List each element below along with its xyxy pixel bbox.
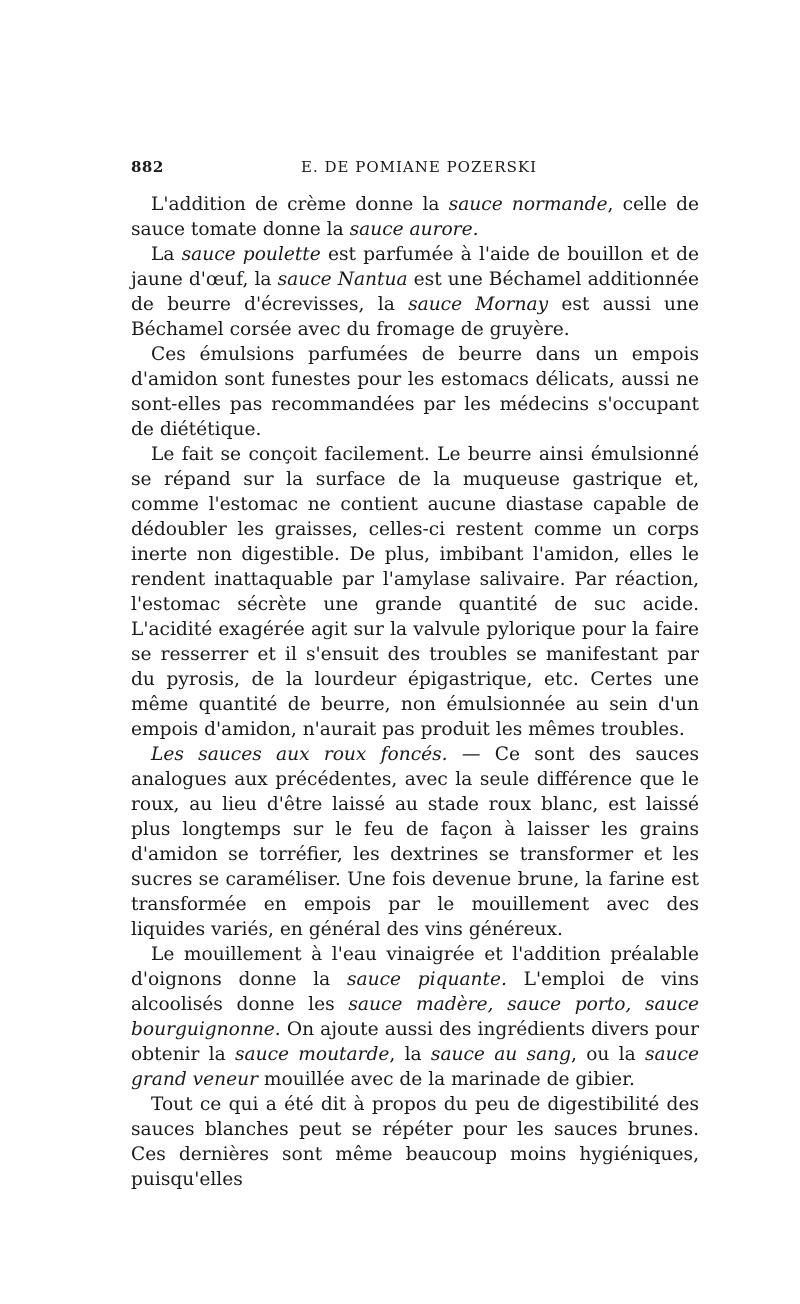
paragraph-5 <box>131 742 699 942</box>
italic-run: sauce aurore. <box>349 219 479 240</box>
italic-run: sauce piquante. <box>346 969 507 990</box>
text-run: mouillée avec de la marinade de gibier. <box>258 1069 635 1090</box>
running-head: E. DE POMIANE POZERSKI <box>301 158 538 176</box>
italic-run: sauce poulette <box>181 244 321 265</box>
text-run: , celle de sauce tomate donne la <box>131 194 700 240</box>
paragraph-2 <box>131 242 699 342</box>
page-header <box>131 152 699 182</box>
italic-run: Les sauces aux roux foncés. <box>151 744 448 765</box>
text-run: est parfumée à l'aide de bouillon et de jaune d'œuf, la <box>131 244 699 290</box>
italic-run: sauce Mornay <box>408 294 549 315</box>
book-page <box>131 152 699 1192</box>
text-run: Ces émulsions parfumées de beurre dans un empois d'amidon sont funestes pour les estomacs délicats, aussi ne sont-elles pas recommandées par les médecins s'occupant de diététique. <box>131 344 699 440</box>
text-run: est une Béchamel additionnée de beurre d'écrevisses, la <box>131 269 699 315</box>
text-run: On ajoute aussi des ingrédients divers pour obtenir la <box>131 1019 699 1065</box>
paragraph-6 <box>131 942 699 1092</box>
text-run: est aussi une Béchamel corsée avec du fromage de gruyère. <box>131 294 700 340</box>
paragraph-1 <box>131 192 699 242</box>
text-run: L'emploi de vins alcoolisés donne les <box>131 969 700 1015</box>
text-run: , ou la <box>571 1044 645 1065</box>
text-run: La <box>151 244 182 265</box>
italic-run: sauce normande <box>448 194 608 215</box>
text-run: , la <box>389 1044 431 1065</box>
italic-run: sauce moutarde <box>234 1044 390 1065</box>
italic-run: sauce au sang <box>430 1044 572 1065</box>
text-run: Le mouillement à l'eau vinaigrée et l'addition préalable d'oignons donne la <box>131 944 699 990</box>
page-number: 882 <box>131 158 164 176</box>
text-run: L'addition de crème donne la <box>151 194 449 215</box>
italic-run: sauce Nantua <box>277 269 408 290</box>
italic-run: sauce madère, sauce porto, sauce bourguignonne. <box>131 994 699 1040</box>
italic-run: sauce grand veneur <box>131 1044 699 1090</box>
paragraph-4 <box>131 442 699 742</box>
text-run: — Ce sont des sauces analogues aux précédentes, avec la seule différence que le roux, au lieu d'être laissé au stade roux blanc, est laissé plus longtemps sur le feu de façon à laisser les grains d'amidon se torréfier, les dextrines se transformer et les sucres se caraméliser. Une fois devenue brune, la farine est transformée en empois par le mouillement avec des liquides variés, en général des vins généreux. <box>131 744 700 940</box>
text-run: Tout ce qui a été dit à propos du peu de digestibilité des sauces blanches peut se répéter pour les sauces brunes. Ces dernières sont même beaucoup moins hygiéniques, puisqu'elles <box>131 1094 699 1190</box>
text-run: Le fait se conçoit facilement. Le beurre ainsi émulsionné se répand sur la surface de la muqueuse gastrique et, comme l'estomac ne contient aucune diastase capable de dédoubler les graisses, celles-ci restent comme un corps inerte non digestible. De plus, imbibant l'amidon, elles le rendent inattaquable par l'amylase salivaire. Par réaction, l'estomac sécrète une grande quantité de suc acide. L'acidité exagérée agit sur la valvule pylorique pour la faire se resserrer et il s'ensuit des troubles se manifestant par du pyrosis, de la lourdeur épigastrique, etc. Certes une même quantité de beurre, non émulsionnée au sein d'un empois d'amidon, n'aurait pas produit les mêmes troubles. <box>131 444 699 740</box>
paragraph-3 <box>131 342 699 442</box>
paragraph-7 <box>131 1092 699 1192</box>
body-text <box>131 192 699 1192</box>
